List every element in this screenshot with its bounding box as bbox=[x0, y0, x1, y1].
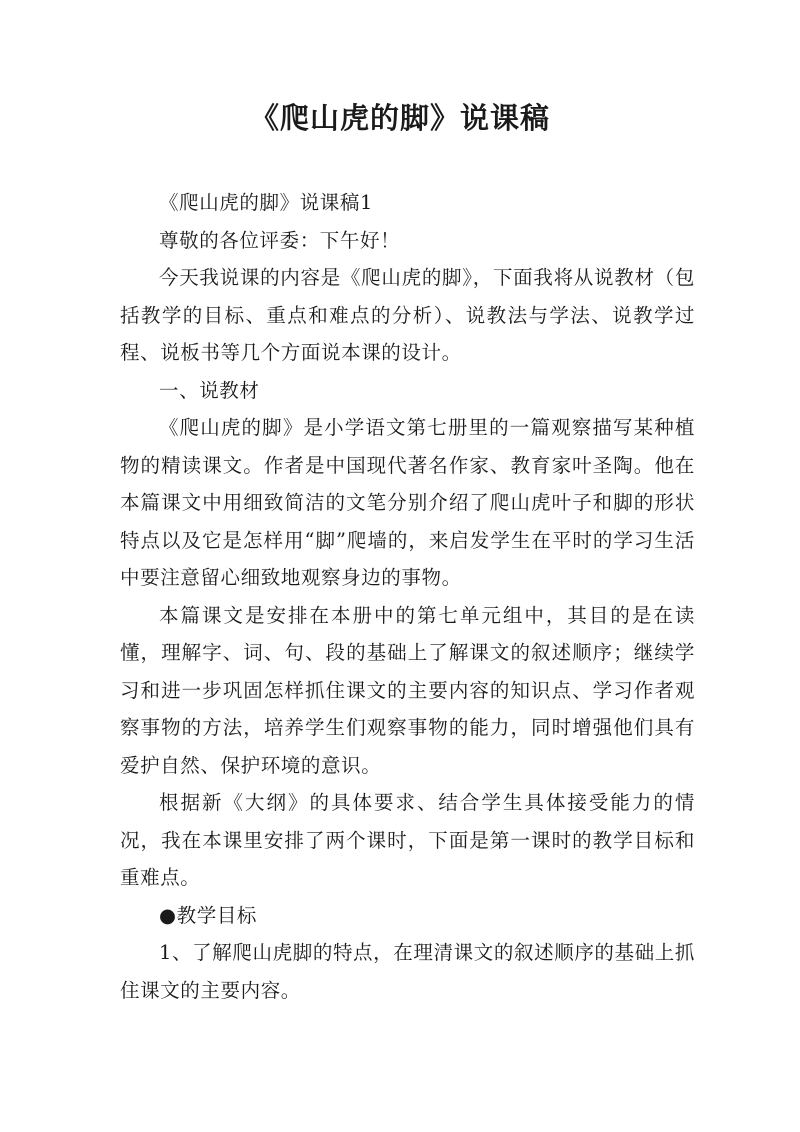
subheading-teaching-goals: ●教学目标 bbox=[159, 903, 258, 927]
document-title: 《爬山虎的脚》说课稿 bbox=[249, 101, 550, 135]
body-paragraph: 《爬山虎的脚》是小学语文第七册里的一篇观察描写某种植物的精读课文。作者是中国现代著名作家、教育家叶圣陶。他在本篇课文中用细致简洁的文笔分别介绍了爬山虎叶子和脚的形状特点以及它是怎样用“脚”爬墙的，来启发学生在平时的学习生活中要注意留心细致地观察身边的事物。 bbox=[120, 416, 695, 589]
list-item-goal-1: 1、了解爬山虎脚的特点，在理清课文的叙述顺序的基础上抓住课文的主要内容。 bbox=[120, 941, 695, 1002]
body-paragraph: 本篇课文是安排在本册中的第七单元组中，其目的是在读懂，理解字、词、句、段的基础上了解课文的叙述顺序；继续学习和进一步巩固怎样抓住课文的主要内容的知识点、学习作者观察事物的方法，培养学生们观察事物的能力，同时增强他们具有爱护自然、保护环境的意识。 bbox=[120, 603, 695, 777]
subheading-textbook: 一、说教材 bbox=[159, 378, 260, 402]
document-body bbox=[120, 184, 695, 1009]
body-paragraph: 根据新《大纲》的具体要求、结合学生具体接受能力的情况，我在本课里安排了两个课时，下面是第一课时的教学目标和重难点。 bbox=[120, 791, 695, 889]
greeting-paragraph: 尊敬的各位评委：下午好！ bbox=[159, 228, 401, 252]
intro-paragraph: 今天我说课的内容是《爬山虎的脚》，下面我将从说教材（包括教学的目标、重点和难点的分析）、说教法与学法、说教学过程、说板书等几个方面说本课的设计。 bbox=[120, 266, 695, 364]
section-heading: 《爬山虎的脚》说课稿1 bbox=[159, 191, 374, 214]
